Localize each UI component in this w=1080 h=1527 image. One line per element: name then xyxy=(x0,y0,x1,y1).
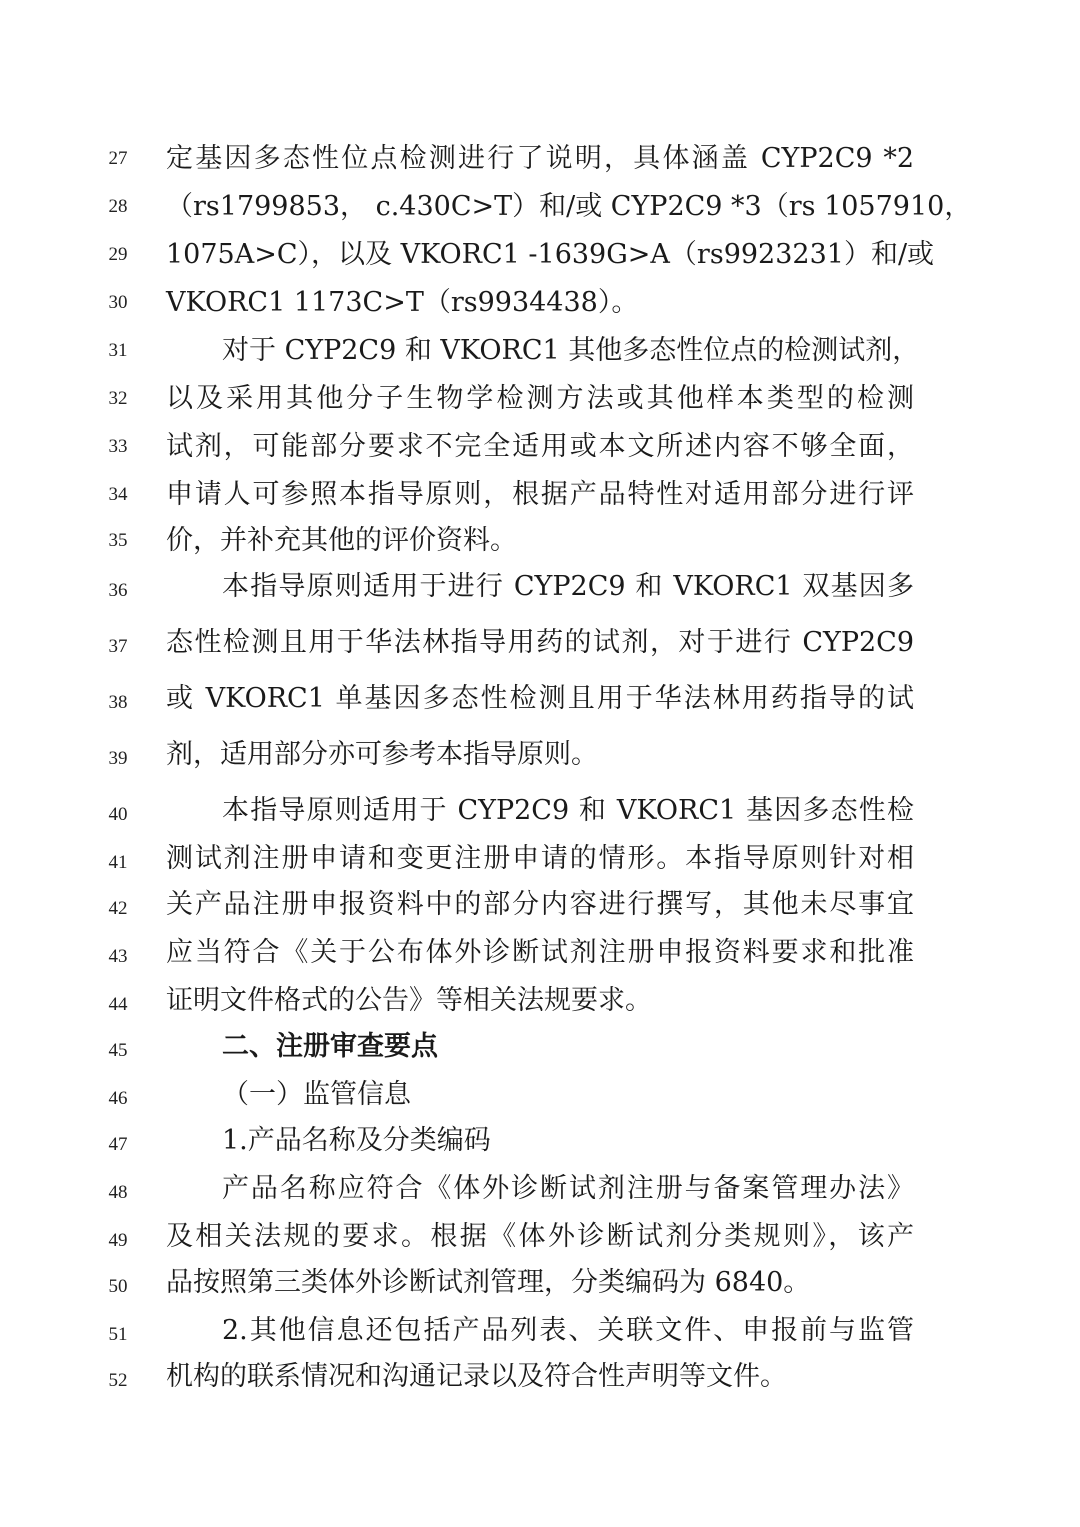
subsection-heading: （一）监管信息 xyxy=(222,1079,411,1110)
line-number: 52 xyxy=(108,1370,128,1391)
line-number: 37 xyxy=(108,636,128,657)
text-line: 1075A>C），以及 VKORC1 -1639G>A（rs9923231）和/或 xyxy=(166,239,935,270)
line-number: 34 xyxy=(108,484,128,505)
text-line: 对于 CYP2C9 和 VKORC1 其他多态性位点的检测试剂， xyxy=(222,335,920,366)
line-number: 39 xyxy=(108,748,128,769)
line-number: 27 xyxy=(108,148,128,169)
item-heading: 1.产品名称及分类编码 xyxy=(222,1125,491,1156)
line-number: 51 xyxy=(108,1324,128,1345)
line-number: 42 xyxy=(108,898,128,919)
text-line: 本指导原则适用于进行 CYP2C9 和 VKORC1 双基因多 xyxy=(222,571,914,602)
line-number: 28 xyxy=(108,196,128,217)
line-number: 48 xyxy=(108,1182,128,1203)
text-line: 2.其他信息还包括产品列表、关联文件、申报前与监管 xyxy=(222,1315,914,1346)
line-number: 46 xyxy=(108,1088,128,1109)
text-line: 证明文件格式的公告》等相关法规要求。 xyxy=(166,985,652,1016)
text-line: VKORC1 1173C>T（rs9934438）。 xyxy=(166,287,639,318)
text-line: 本指导原则适用于 CYP2C9 和 VKORC1 基因多态性检 xyxy=(222,795,914,826)
text-line: 申请人可参照本指导原则，根据产品特性对适用部分进行评 xyxy=(166,479,914,510)
text-line: 价，并补充其他的评价资料。 xyxy=(166,525,517,556)
text-line: 态性检测且用于华法林指导用药的试剂，对于进行 CYP2C9 xyxy=(166,627,914,658)
line-number: 38 xyxy=(108,692,128,713)
text-line: 定基因多态性位点检测进行了说明，具体涵盖 CYP2C9 *2 xyxy=(166,143,914,174)
line-number: 40 xyxy=(108,804,128,825)
text-line: 品按照第三类体外诊断试剂管理，分类编码为 6840。 xyxy=(166,1267,811,1298)
line-number: 47 xyxy=(108,1134,128,1155)
text-line: 及相关法规的要求。根据《体外诊断试剂分类规则》，该产 xyxy=(166,1221,914,1252)
line-number: 45 xyxy=(108,1040,128,1061)
line-number: 30 xyxy=(108,292,128,313)
line-number: 35 xyxy=(108,530,128,551)
line-number: 29 xyxy=(108,244,128,265)
text-line: 应当符合《关于公布体外诊断试剂注册申报资料要求和批准 xyxy=(166,937,914,968)
line-number: 41 xyxy=(108,852,128,873)
text-line: （rs1799853， c.430C>T）和/或 CYP2C9 *3（rs 1057910， xyxy=(166,191,972,222)
line-number: 33 xyxy=(108,436,128,457)
text-line: 或 VKORC1 单基因多态性检测且用于华法林用药指导的试 xyxy=(166,683,914,714)
text-line: 测试剂注册申请和变更注册申请的情形。本指导原则针对相 xyxy=(166,843,914,874)
line-number: 49 xyxy=(108,1230,128,1251)
text-line: 关产品注册申报资料中的部分内容进行撰写，其他未尽事宜 xyxy=(166,889,914,920)
line-number: 43 xyxy=(108,946,128,967)
text-line: 剂，适用部分亦可参考本指导原则。 xyxy=(166,739,598,770)
line-number: 36 xyxy=(108,580,128,601)
section-heading: 二、注册审查要点 xyxy=(222,1031,438,1062)
line-number: 32 xyxy=(108,388,128,409)
text-line: 产品名称应符合《体外诊断试剂注册与备案管理办法》 xyxy=(222,1173,914,1204)
text-line: 机构的联系情况和沟通记录以及符合性声明等文件。 xyxy=(166,1361,787,1392)
line-number: 31 xyxy=(108,340,128,361)
text-line: 以及采用其他分子生物学检测方法或其他样本类型的检测 xyxy=(166,383,914,414)
line-number: 44 xyxy=(108,994,128,1015)
line-number: 50 xyxy=(108,1276,128,1297)
text-line: 试剂，可能部分要求不完全适用或本文所述内容不够全面， xyxy=(166,431,914,462)
